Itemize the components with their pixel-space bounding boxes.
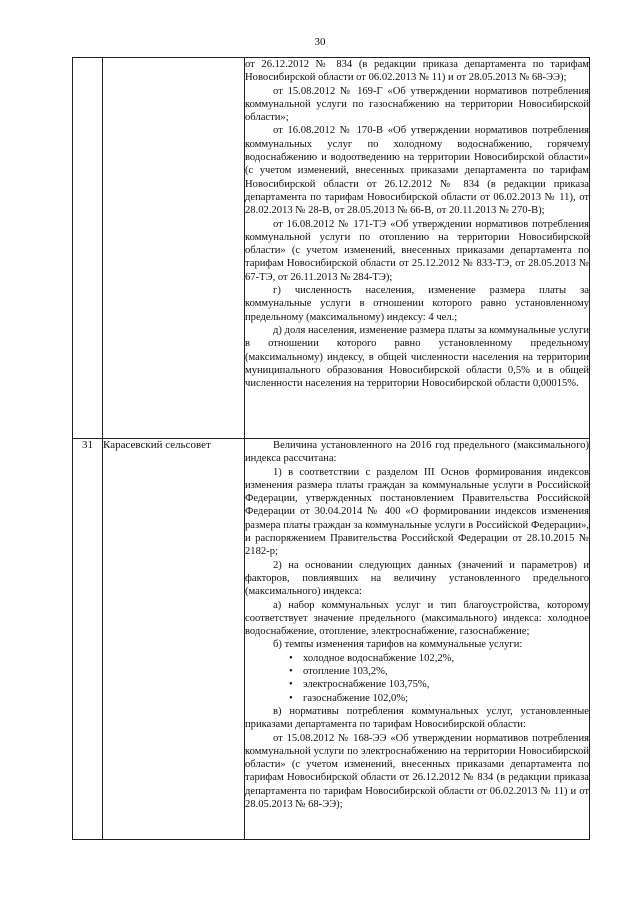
paragraph: от 15.08.2012 № 168-ЭЭ «Об утверждении нормативов потребления коммунальной услуги по электроснабжению на территории Новосибирской области» (с учетом изменений, внесенных приказами департамента по тарифам Новосибирской области от 26.12.2012 № 834 (в редакции приказа департамента по тарифам Новосибирской области от 06.02.2013 № 11) и от 28.05.2013 № 68-ЭЭ); bbox=[245, 732, 589, 811]
indices-table bbox=[72, 57, 590, 840]
list-item-text: газоснабжение 102,0%; bbox=[303, 692, 409, 704]
row-number-cell: 31 bbox=[73, 439, 103, 840]
paragraph: от 16.08.2012 № 170-В «Об утверждении нормативов потребления коммунальных услуг по холодному водоснабжению, горячему водоснабжению и водоотведению на территории Новосибирской области» (с учетом изменений, внесенных приказами департамента по тарифам Новосибирской области от 26.12.2012 № 834 (в редакции приказа департамента по тарифам Новосибирской области от 06.02.2013 № 11), от 28.02.2013 № 28-В, от 28.05.2013 № 66-В, от 20.11.2013 № 270-В); bbox=[245, 125, 589, 217]
description-cell bbox=[245, 439, 590, 840]
paragraph: Величина установленного на 2016 год предельного (максимального) индекса рассчитана: bbox=[245, 440, 589, 465]
list-item bbox=[289, 652, 589, 665]
paragraph: д) доля населения, изменение размера платы за коммунальные услуги в отношении которого равно установленному предельному (максимальному) индексу, в общей численности населения на территории муниципального образования Новосибирской области 0,5% и в общей численности населения на территории Новосибирской области 0,00015%. bbox=[245, 324, 589, 390]
paragraph: г) численность населения, изменение размера платы за коммунальные услуги в отношении которого равно установленному предельному (максимальному) индексу: 4 чел.; bbox=[245, 285, 589, 323]
paragraph: 1) в соответствии с разделом III Основ формирования индексов изменения размера платы граждан за коммунальные услуги в Российской Федерации, утвержденных постановлением Правительства Российской Федерации от 30.04.2014 № 400 «О формировании индексов изменения размера платы граждан за коммунальные услуги в Российской Федерации», и распоряжением Правительства Российской Федерации от 28.10.2015 № 2182-р; bbox=[245, 466, 589, 558]
paragraph: а) набор коммунальных услуг и тип благоустройства, которому соответствует значение предельного (максимального) индекса: холодное водоснабжение, отопление, электроснабжение, газоснабжение; bbox=[245, 599, 589, 638]
list-item-text: отопление 103,2%, bbox=[303, 666, 388, 678]
paragraph: от 16.08.2012 № 171-ТЭ «Об утверждении нормативов потребления коммунальной услуги по отоплению на территории Новосибирской области» (с учетом изменений, внесенных приказами департамента по тарифам Новосибирской области от 25.12.2012 № 833-ТЭ, от 28.05.2013 № 67-ТЭ, от 26.11.2013 № 284-ТЭ); bbox=[245, 218, 589, 283]
bullet-icon: • bbox=[289, 652, 293, 664]
bullet-icon: • bbox=[289, 692, 293, 704]
table-row bbox=[73, 439, 590, 840]
municipality-name-cell bbox=[103, 58, 245, 439]
municipality-name-cell: Карасевский сельсовет bbox=[103, 439, 245, 840]
page-number: 30 bbox=[314, 36, 326, 48]
paragraph: от 15.08.2012 № 169-Г «Об утверждении нормативов потребления коммунальной услуги по газоснабжению на территории Новосибирской области»; bbox=[245, 85, 589, 124]
bullet-icon: • bbox=[289, 679, 293, 691]
description-cell bbox=[245, 58, 590, 439]
paragraph: в) нормативы потребления коммунальных услуг, установленные приказами департамента по тарифам Новосибирской области: bbox=[245, 705, 589, 731]
list-item bbox=[289, 678, 589, 691]
paragraph: от 26.12.2012 № 834 (в редакции приказа департамента по тарифам Новосибирской области от 06.02.2013 № 11) и от 28.05.2013 № 68-ЭЭ); bbox=[245, 59, 589, 84]
list-item-text: электроснабжение 103,75%, bbox=[303, 679, 430, 691]
list-item-text: холодное водоснабжение 102,2%, bbox=[303, 652, 455, 664]
table-row bbox=[73, 58, 590, 439]
paragraph: б) темпы изменения тарифов на коммунальные услуги: bbox=[273, 639, 523, 651]
tariff-growth-list bbox=[245, 652, 589, 705]
list-item bbox=[289, 665, 589, 678]
bullet-icon: • bbox=[289, 666, 293, 678]
list-item bbox=[289, 692, 589, 705]
paragraph: 2) на основании следующих данных (значений и параметров) и факторов, повлиявших на величину установленного предельного (максимального) индекса: bbox=[245, 559, 589, 598]
row-number-cell bbox=[73, 58, 103, 439]
